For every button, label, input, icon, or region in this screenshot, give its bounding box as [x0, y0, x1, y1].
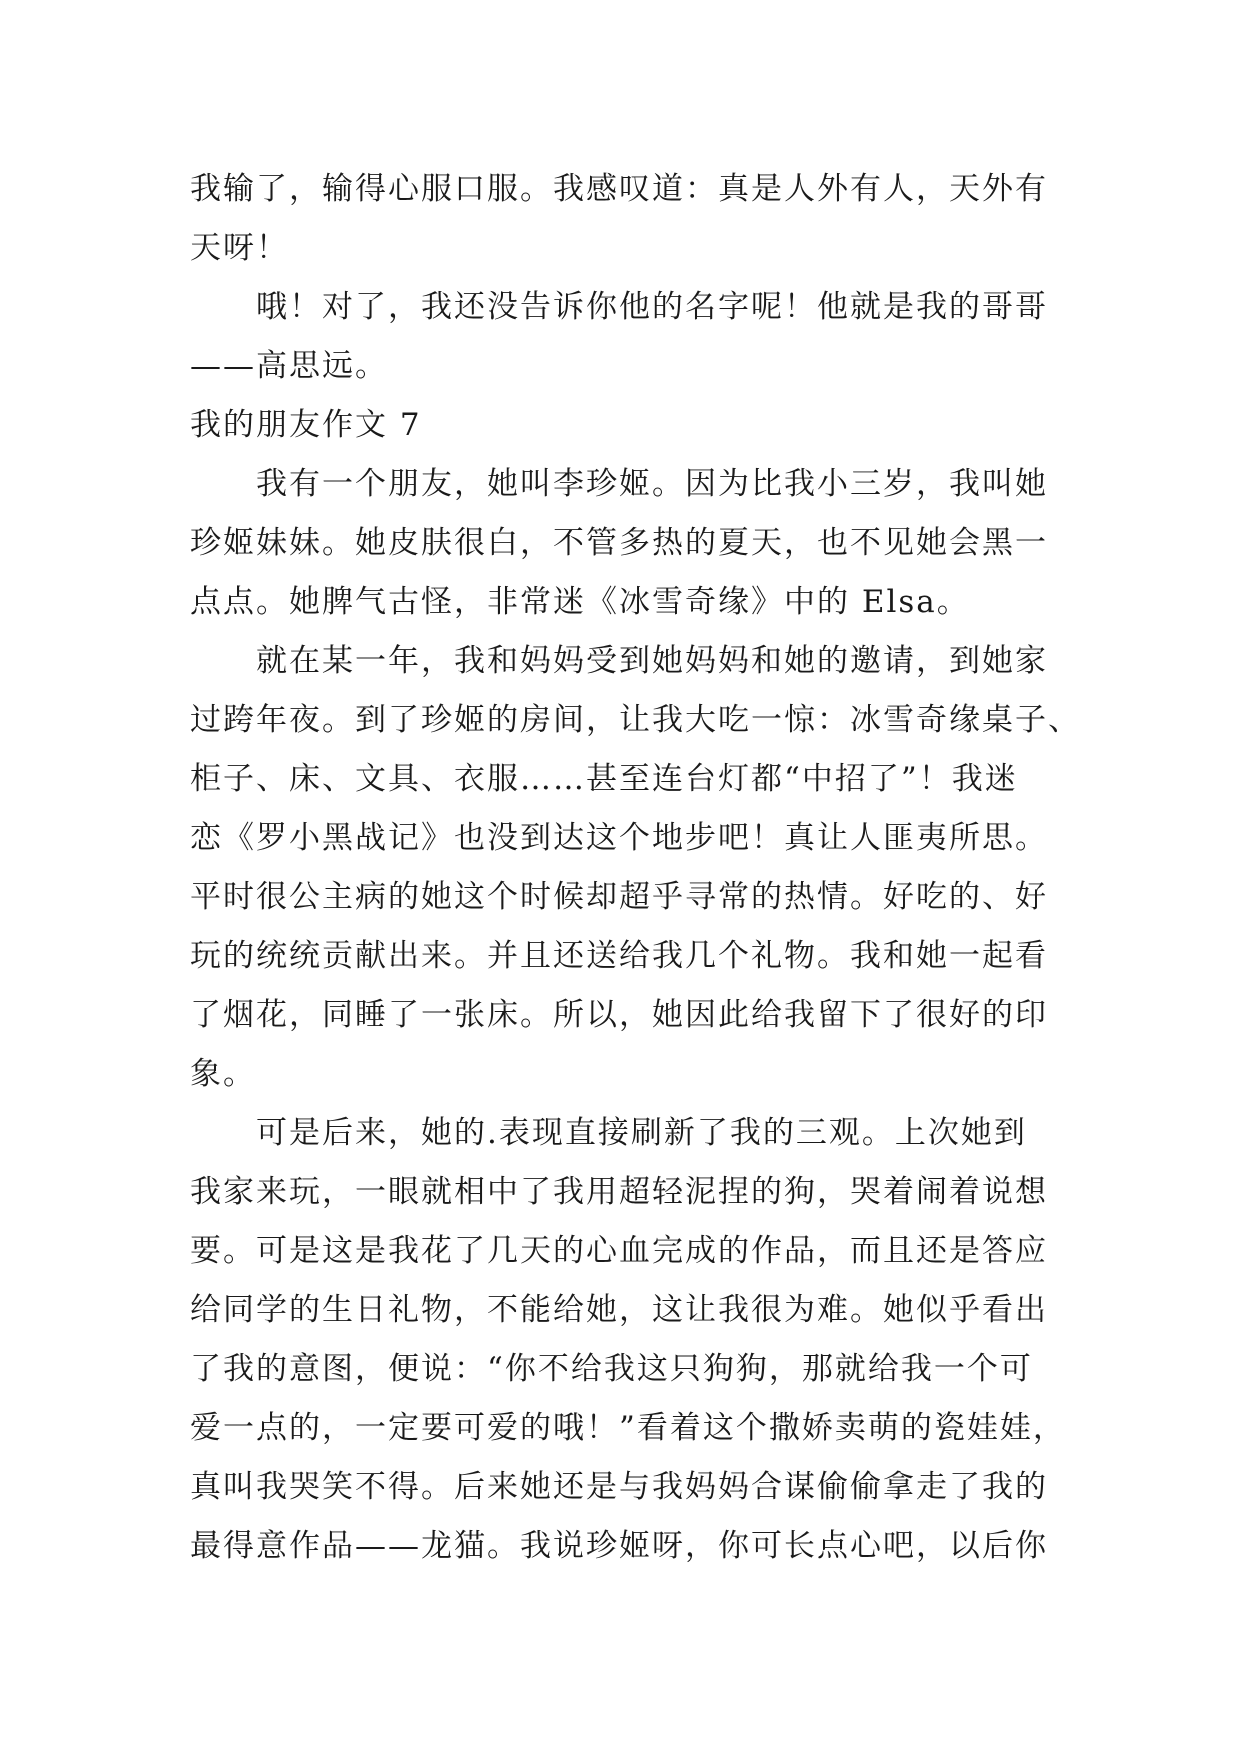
text-line: 平时很公主病的她这个时候却超乎寻常的热情。好吃的、好	[190, 879, 1048, 915]
document-body	[190, 160, 1081, 1576]
section-heading: 我的朋友作文 7	[190, 407, 422, 443]
text-line: 可是后来，她的.表现直接刷新了我的三观。上次她到	[256, 1115, 1027, 1151]
text-line: ——高思远。	[190, 348, 388, 384]
text-line: 爱一点的，一定要可爱的哦！”看着这个撒娇卖萌的瓷娃娃，	[190, 1410, 1066, 1446]
text-line: 了烟花，同睡了一张床。所以，她因此给我留下了很好的印	[190, 997, 1048, 1033]
text-line: 珍姬妹妹。她皮肤很白，不管多热的夏天，也不见她会黑一	[190, 525, 1048, 561]
text-line: 了我的意图，便说：“你不给我这只狗狗，那就给我一个可	[190, 1351, 1033, 1387]
text-line: 我有一个朋友，她叫李珍姬。因为比我小三岁，我叫她	[256, 466, 1048, 502]
text-line: 柜子、床、文具、衣服……甚至连台灯都“中招了”！我迷	[190, 761, 1018, 797]
text-line: 哦！对了，我还没告诉你他的名字呢！他就是我的哥哥	[256, 289, 1048, 325]
text-line: 给同学的生日礼物，不能给她，这让我很为难。她似乎看出	[190, 1292, 1048, 1328]
text-line: 我输了，输得心服口服。我感叹道：真是人外有人，天外有	[190, 171, 1048, 207]
text-line: 我家来玩，一眼就相中了我用超轻泥捏的狗，哭着闹着说想	[190, 1174, 1048, 1210]
text-line: 天呀！	[190, 230, 289, 266]
text-line: 象。	[190, 1056, 256, 1092]
text-line: 最得意作品——龙猫。我说珍姬呀，你可长点心吧，以后你	[190, 1528, 1048, 1564]
text-line: 点点。她脾气古怪，非常迷《冰雪奇缘》中的 Elsa。	[190, 584, 970, 620]
text-line: 玩的统统贡献出来。并且还送给我几个礼物。我和她一起看	[190, 938, 1048, 974]
text-line: 真叫我哭笑不得。后来她还是与我妈妈合谋偷偷拿走了我的	[190, 1469, 1048, 1505]
text-line: 就在某一年，我和妈妈受到她妈妈和她的邀请，到她家	[256, 643, 1048, 679]
text-line: 恋《罗小黑战记》也没到达这个地步吧！真让人匪夷所思。	[190, 820, 1048, 856]
text-line: 要。可是这是我花了几天的心血完成的作品，而且还是答应	[190, 1233, 1048, 1269]
text-line: 过跨年夜。到了珍姬的房间，让我大吃一惊：冰雪奇缘桌子、	[190, 702, 1081, 738]
